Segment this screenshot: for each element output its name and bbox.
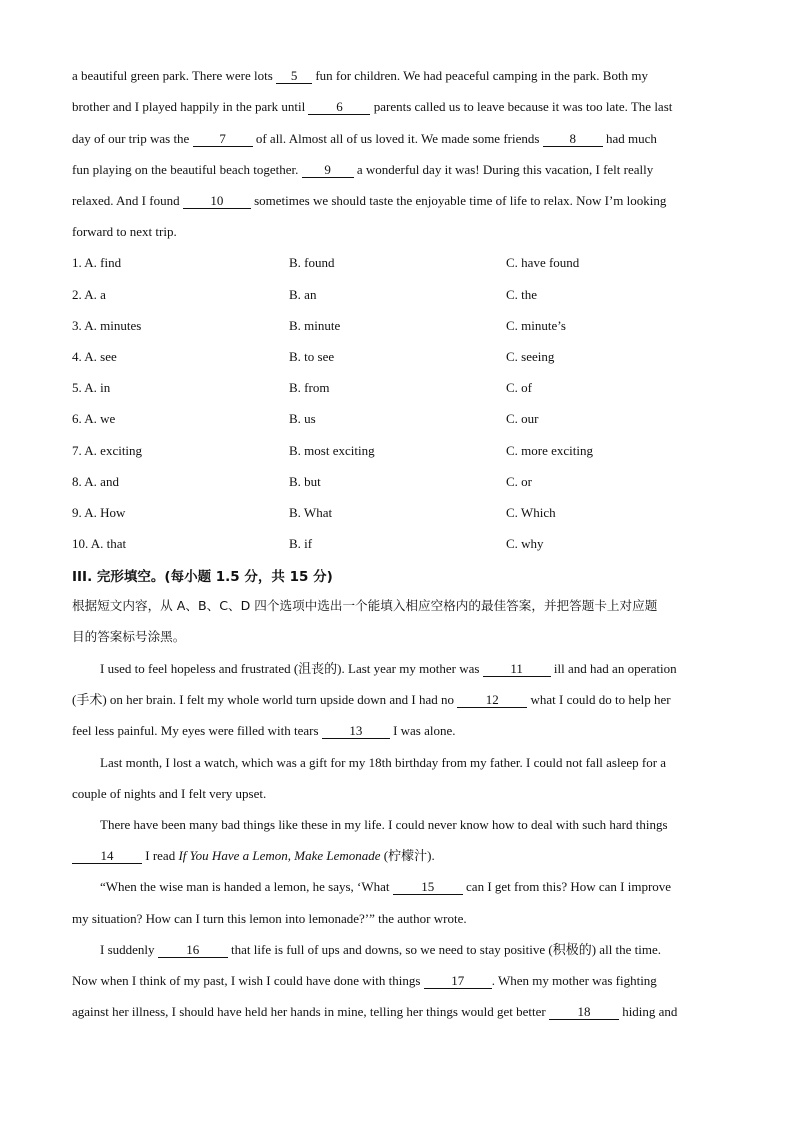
option-b[interactable]: B. to see	[289, 349, 335, 364]
text-run: Now when I think of my past, I wish I could have done with things	[72, 973, 424, 988]
passage2-line-6: There have been many bad things like these in my life. I could never know how to deal with such hard things	[100, 817, 668, 832]
text-run: of all. Almost all of us loved it. We made some friends	[252, 131, 543, 146]
text-run: hiding and	[618, 1004, 678, 1019]
option-c[interactable]: C. or	[506, 474, 532, 489]
text-run: I suddenly	[100, 942, 158, 957]
option-b[interactable]: B. most exciting	[289, 443, 375, 458]
option-c[interactable]: C. Which	[506, 505, 556, 520]
passage1-line-4	[72, 161, 653, 179]
option-a[interactable]: 1. A. find	[72, 255, 122, 270]
passage1-line-1	[72, 67, 648, 85]
option-a[interactable]: 4. A. see	[72, 349, 117, 364]
text-run: a wonderful day it was! During this vacation, I felt really	[353, 162, 654, 177]
text-run: had much	[602, 131, 657, 146]
blank-8: 8	[543, 131, 603, 147]
text-run: I used to feel hopeless and frustrated (沮丧的). Last year my mother was	[100, 661, 483, 676]
passage1-line-2	[72, 98, 672, 116]
passage2-line-11	[72, 972, 657, 990]
text-run: . When my mother was fighting	[491, 973, 657, 988]
text-run: feel less painful. My eyes were filled with tears	[72, 723, 322, 738]
blank-14: 14	[72, 848, 142, 864]
text-run: day of our trip was the	[72, 131, 193, 146]
option-row-1	[0, 254, 794, 272]
blank-6: 6	[308, 99, 370, 115]
text-run: I read	[142, 848, 179, 863]
blank-12: 12	[457, 692, 527, 708]
option-b[interactable]: B. but	[289, 474, 321, 489]
passage2-line-10	[100, 941, 661, 959]
option-c[interactable]: C. seeing	[506, 349, 555, 364]
option-row-3	[0, 317, 794, 335]
passage2-line-12	[72, 1003, 677, 1021]
text-run: “When the wise man is handed a lemon, he says, ‘What	[100, 879, 393, 894]
option-a[interactable]: 8. A. and	[72, 474, 119, 489]
passage2-line-3	[72, 722, 456, 740]
blank-11: 11	[483, 661, 551, 677]
passage2-line-9: my situation? How can I turn this lemon into lemonade?’” the author wrote.	[72, 911, 467, 926]
blank-16: 16	[158, 942, 228, 958]
option-c[interactable]: C. why	[506, 536, 544, 551]
option-c[interactable]: C. have found	[506, 255, 580, 270]
text-run: a beautiful green park. There were lots	[72, 68, 277, 83]
option-b[interactable]: B. from	[289, 380, 330, 395]
passage2-line-4: Last month, I lost a watch, which was a gift for my 18th birthday from my father. I could not fall asleep for a	[100, 755, 667, 770]
instruction-line-1: 根据短文内容，从 A、B、C、D 四个选项中选出一个能填入相应空格内的最佳答案，并把答题卡上对应题	[72, 598, 658, 613]
section-heading: III. 完形填空。(每小题 1.5 分，共 15 分)	[72, 569, 333, 585]
blank-18: 18	[549, 1004, 619, 1020]
option-a[interactable]: 7. A. exciting	[72, 443, 143, 458]
text-run: (手术) on her brain. I felt my whole world turn upside down and I had no	[72, 692, 458, 707]
blank-15: 15	[393, 879, 463, 895]
option-c[interactable]: C. minute’s	[506, 318, 566, 333]
option-a[interactable]: 3. A. minutes	[72, 318, 142, 333]
passage2-line-7	[72, 847, 435, 865]
text-run: that life is full of ups and downs, so we need to stay positive (积极的) all the time.	[227, 942, 662, 957]
option-a[interactable]: 6. A. we	[72, 411, 116, 426]
option-b[interactable]: B. What	[289, 505, 333, 520]
text-run: against her illness, I should have held her hands in mine, telling her things would get better	[72, 1004, 549, 1019]
option-c[interactable]: C. more exciting	[506, 443, 594, 458]
option-a[interactable]: 10. A. that	[72, 536, 127, 551]
passage2-line-8	[100, 878, 671, 896]
passage1-line-3	[72, 130, 657, 148]
option-row-2	[0, 286, 794, 304]
blank-9: 9	[302, 162, 354, 178]
option-row-5	[0, 379, 794, 397]
option-row-7	[0, 442, 794, 460]
option-row-4	[0, 348, 794, 366]
blank-7: 7	[193, 131, 253, 147]
text-run: parents called us to leave because it was too late. The last	[370, 99, 673, 114]
instruction-line-2: 目的答案标号涂黑。	[72, 629, 186, 644]
text-run: ill and had an operation	[550, 661, 677, 676]
option-c[interactable]: C. the	[506, 287, 538, 302]
text-run: fun playing on the beautiful beach together.	[72, 162, 302, 177]
option-row-8	[0, 473, 794, 491]
passage2-line-1	[100, 660, 677, 678]
text-run: fun for children. We had peaceful camping in the park. Both my	[312, 68, 648, 83]
option-b[interactable]: B. found	[289, 255, 335, 270]
option-b[interactable]: B. an	[289, 287, 317, 302]
passage1-line-5	[72, 192, 666, 210]
text-run: what I could do to help her	[527, 692, 671, 707]
option-a[interactable]: 5. A. in	[72, 380, 111, 395]
blank-5: 5	[276, 68, 312, 84]
option-row-9	[0, 504, 794, 522]
option-b[interactable]: B. us	[289, 411, 316, 426]
passage2-line-2	[72, 691, 671, 709]
passage1-line-6: forward to next trip.	[72, 224, 177, 239]
text-run: (柠檬汁).	[380, 848, 435, 863]
option-a[interactable]: 9. A. How	[72, 505, 126, 520]
option-row-10	[0, 535, 794, 553]
book-title: If You Have a Lemon, Make Lemonade	[178, 848, 381, 863]
passage2-line-5: couple of nights and I felt very upset.	[72, 786, 267, 801]
option-a[interactable]: 2. A. a	[72, 287, 106, 302]
option-row-6	[0, 410, 794, 428]
option-b[interactable]: B. minute	[289, 318, 341, 333]
text-run: sometimes we should taste the enjoyable time of life to relax. Now I’m looking	[250, 193, 667, 208]
text-run: I was alone.	[389, 723, 456, 738]
blank-13: 13	[322, 723, 390, 739]
option-c[interactable]: C. our	[506, 411, 539, 426]
text-run: can I get from this? How can I improve	[462, 879, 672, 894]
text-run: brother and I played happily in the park until	[72, 99, 309, 114]
blank-17: 17	[424, 973, 492, 989]
blank-10: 10	[183, 193, 251, 209]
text-run: relaxed. And I found	[72, 193, 183, 208]
option-c[interactable]: C. of	[506, 380, 532, 395]
option-b[interactable]: B. if	[289, 536, 313, 551]
